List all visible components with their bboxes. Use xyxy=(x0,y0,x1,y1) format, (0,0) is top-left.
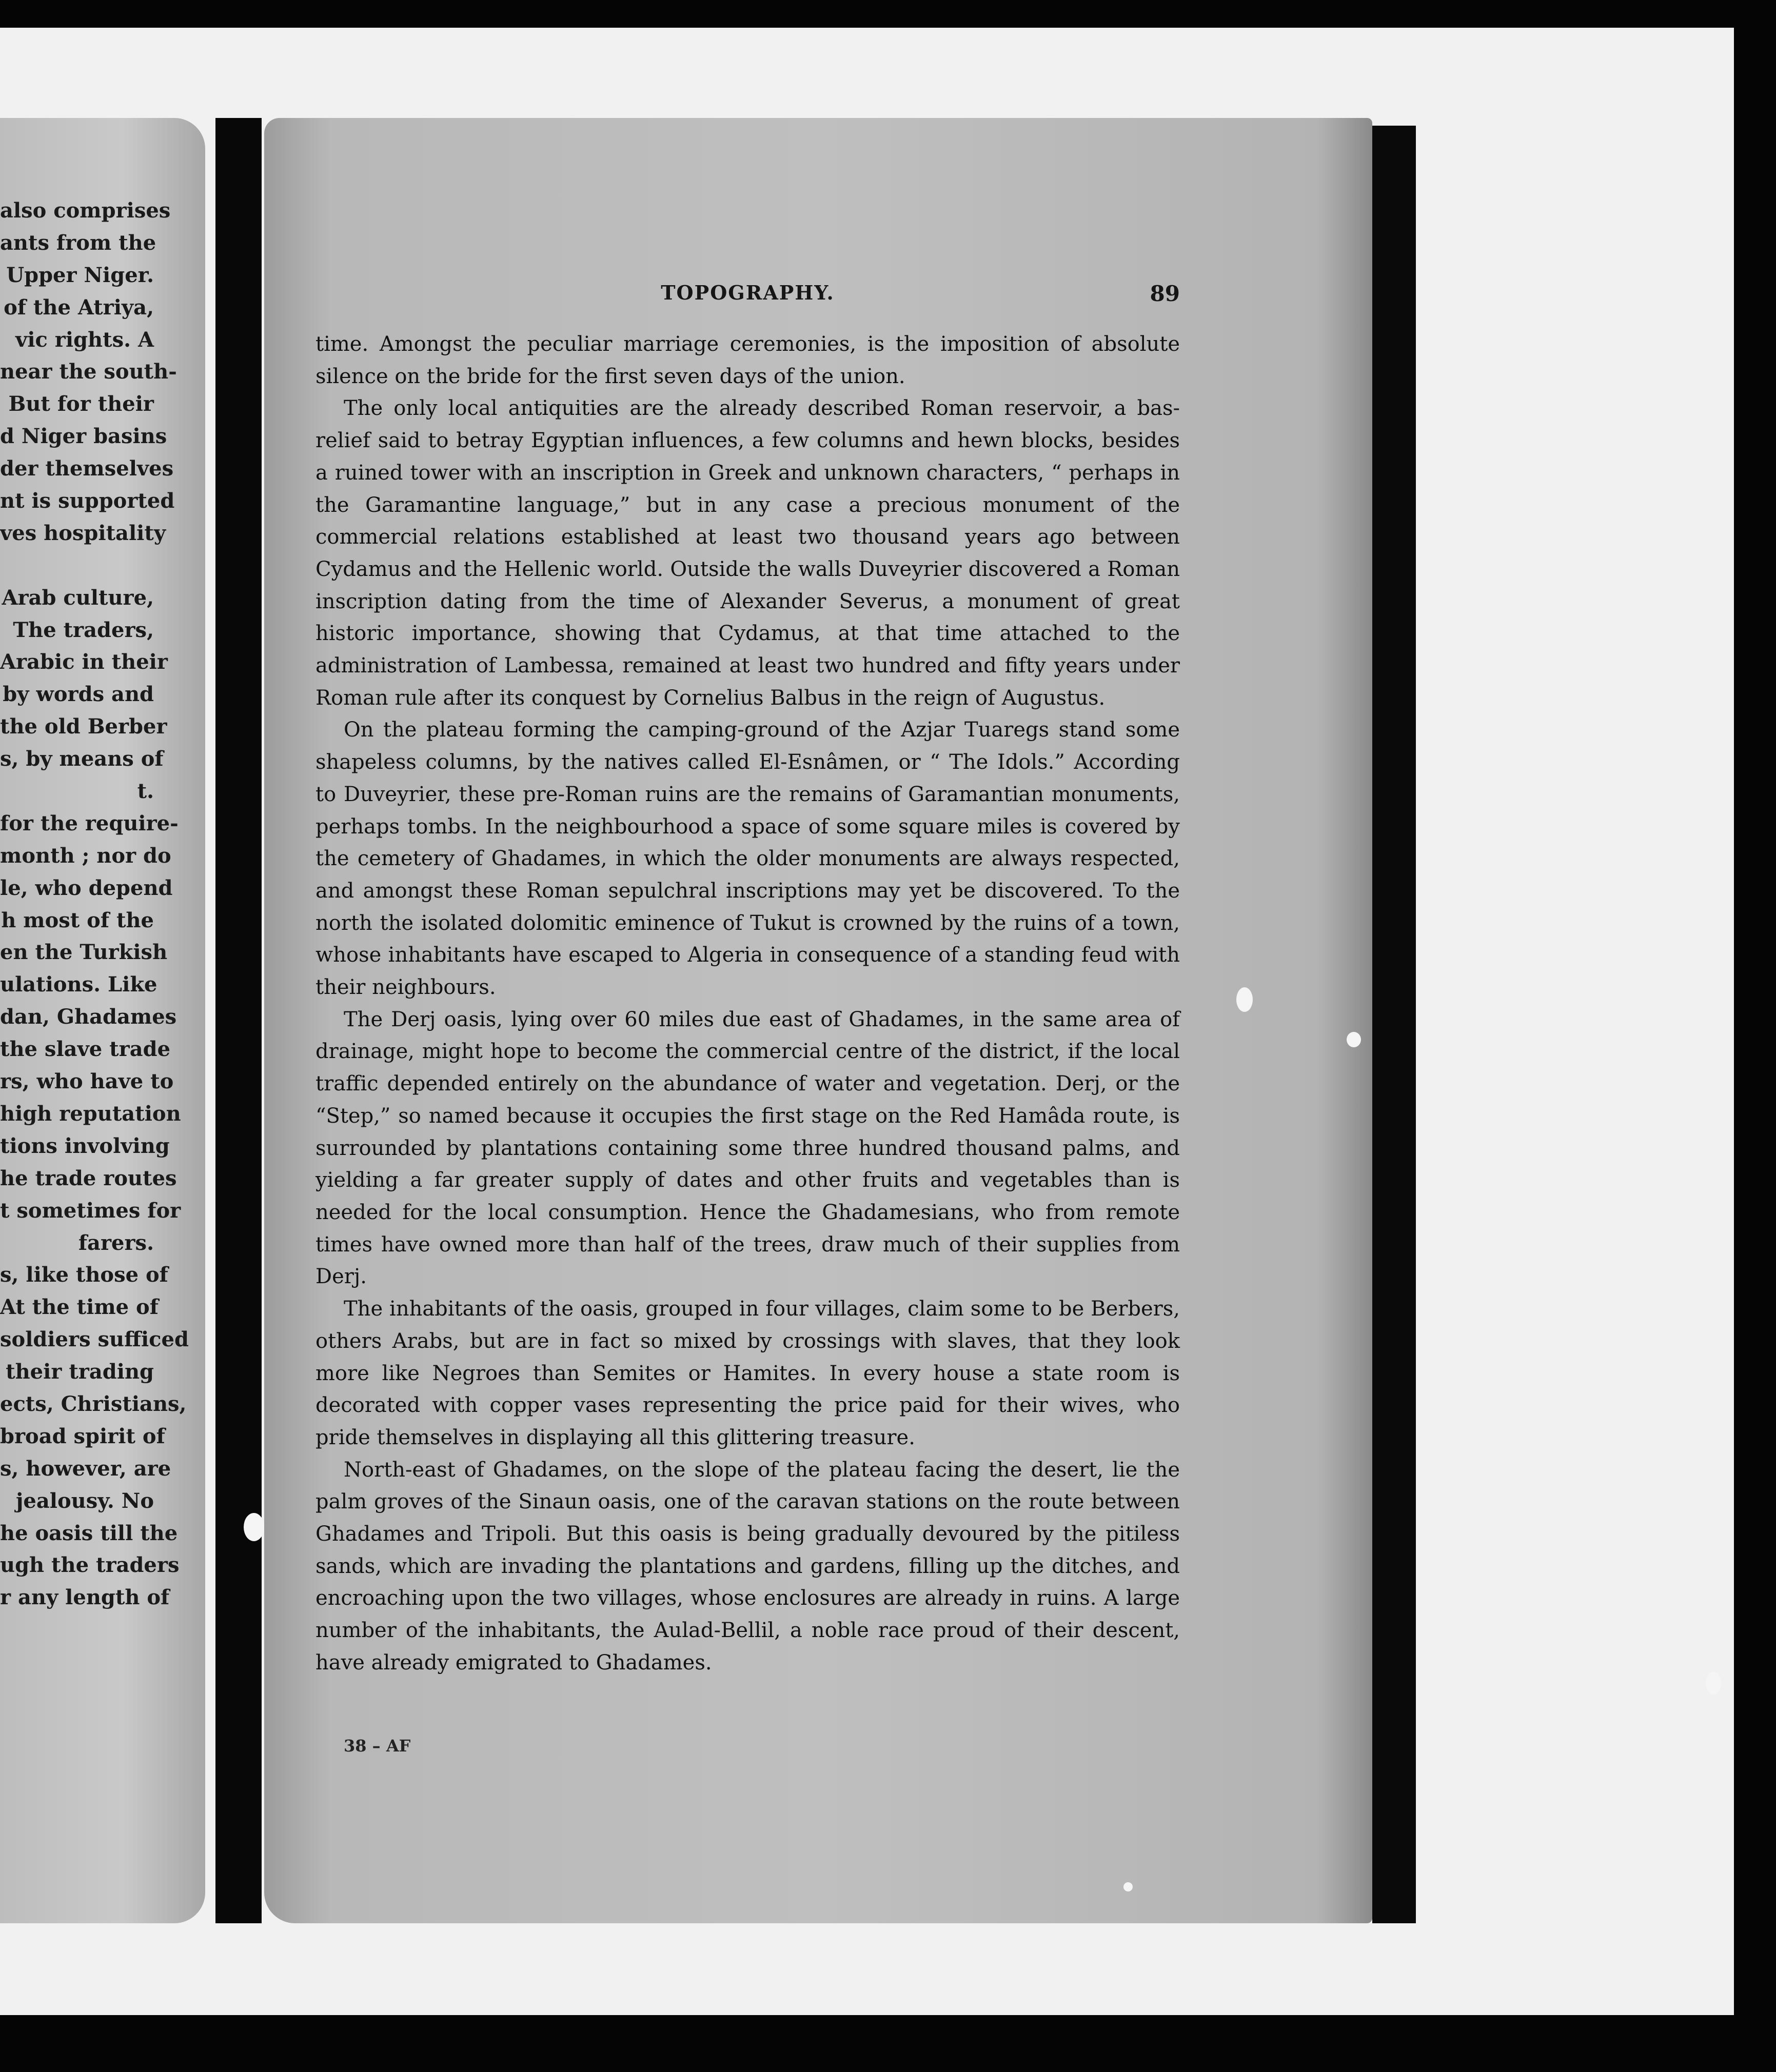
paragraph: The inhabitants of the oasis, grouped in four villages, claim some to be Berbers, others Arabs, but are in fact so mixed by crossings with slaves, that they look more like Negroes than Semites or Hamites. In every house a state room is decorated with copper vases representing the price paid for their wives, who pride themselves in displaying all this glittering treasure. xyxy=(315,1297,1180,1449)
left-line: soldiers sufficed xyxy=(0,1327,189,1352)
paragraph: On the plateau forming the camping-ground of the Azjar Tuaregs stand some shapeless columns, by the natives called El-Esnâmen, or “ The Idols.” According to Duveyrier, these pre-Roman ruins are the remains of Garamantian monuments, perhaps tombs. In the neighbourhood a space of some square miles is covered by the cemetery of Ghadames, in which the older monuments are always respected, and amongst these Roman sepulchral inscriptions may yet be discovered. To the north the isolated dolomitic eminence of Tukut is crowned by the ruins of a town, whose inhabitants have escaped to Algeria in consequence of a standing feud with their neighbours. xyxy=(315,718,1180,1000)
dust-speck xyxy=(1123,1882,1133,1891)
left-line: t sometimes for xyxy=(0,1198,181,1223)
left-line: rs, who have to xyxy=(0,1069,174,1094)
left-line: he oasis till the xyxy=(0,1521,178,1545)
left-line: also comprises xyxy=(0,198,171,223)
left-line: s, however, are xyxy=(0,1456,171,1481)
left-line: s, like those of xyxy=(0,1263,168,1287)
left-line: At the time of xyxy=(0,1295,159,1320)
left-line: s, by means of xyxy=(0,747,164,771)
left-line: der themselves xyxy=(0,456,174,481)
left-page-text xyxy=(0,195,189,1614)
left-line: by words and xyxy=(3,682,154,707)
left-line: dan, Ghadames xyxy=(0,1005,177,1029)
left-line: the slave trade xyxy=(0,1037,171,1062)
page-header xyxy=(315,281,1180,317)
left-line: le, who depend xyxy=(0,875,173,900)
left-line: vic rights. A xyxy=(15,327,154,352)
left-line: for the require- xyxy=(0,811,179,835)
left-line: high reputation xyxy=(0,1101,181,1126)
paragraph: North-east of Ghadames, on the slope of the plateau facing the desert, lie the palm groves of the Sinaun oasis, one of the caravan stations on the route between Ghadames and Tripoli. But this oasis is being gradually devoured by the pitiless sands, which are invading the plantations and gardens, filling up the ditches, and encroaching upon the two villages, whose enclosures are already in ruins. A large number of the inhabitants, the Aulad-Bellil, a noble race proud of their descent, have already emigrated to Ghadames. xyxy=(315,1458,1180,1675)
paragraph: time. Amongst the peculiar marriage ceremonies, is the imposition of absolute silence on the bride for the first seven days of the union. xyxy=(315,332,1180,388)
left-line: ants from the xyxy=(0,230,156,255)
dust-speck xyxy=(1347,1032,1361,1047)
left-line: r any length of xyxy=(0,1585,170,1610)
left-line: the old Berber xyxy=(0,714,167,739)
left-line: month ; nor do xyxy=(0,843,171,868)
left-line: ects, Christians, xyxy=(0,1391,187,1416)
paragraph: The only local antiquities are the already described Roman reservoir, a bas-relief said to betray Egyptian influences, a few columns and hewn blocks, besides a ruined tower with an inscription in Greek and unknown characters, “ perhaps in the Garamantine language,” but in any case a precious monument of the commercial relations established at least two thousand years ago between Cydamus and the Hellenic world. Outside the walls Duveyrier discovered a Roman inscription dating from the time of Alexander Severus, a monument of great historic importance, showing that Cydamus, at that time attached to the administration of Lambessa, remained at least two hundred and fifty years under Roman rule after its conquest by Cornelius Balbus in the reign of Augustus. xyxy=(315,396,1180,710)
left-line: farers. xyxy=(78,1230,154,1255)
left-line: en the Turkish xyxy=(0,940,168,965)
paragraph: The Derj oasis, lying over 60 miles due east of Ghadames, in the same area of drainage, might hope to become the commercial centre of the district, if the local traffic depended entirely on the abundance of water and vegetation. Derj, or the “Step,” so named because it occupies the first stage on the Red Hamâda route, is surrounded by plantations containing some three hundred thousand palms, and yielding a far greater supply of dates and other fruits and vegetables than is needed for the local consumption. Hence the Ghadamesians, who from remote times have owned more than half of the trees, draw much of their supplies from Derj. xyxy=(315,1007,1180,1289)
left-line: The traders, xyxy=(13,617,154,642)
left-line: But for their xyxy=(8,392,154,416)
left-line: of the Atriya, xyxy=(4,295,154,320)
page-number: 89 xyxy=(1150,281,1180,306)
book-spine xyxy=(215,118,262,1923)
left-line: Upper Niger. xyxy=(6,263,154,287)
left-line: d Niger basins xyxy=(0,424,167,449)
film-border-right xyxy=(1734,0,1776,2072)
left-line: jealousy. No xyxy=(15,1488,154,1513)
left-line: Arab culture, xyxy=(2,585,154,610)
film-border-bottom xyxy=(0,2015,1776,2072)
book-cover-edge xyxy=(1372,126,1416,1923)
running-head: TOPOGRAPHY. xyxy=(661,281,835,304)
left-line: ulations. Like xyxy=(0,972,157,997)
left-line: their trading xyxy=(6,1360,154,1384)
signature-mark: 38 – AF xyxy=(344,1736,411,1756)
page-body xyxy=(315,328,1180,1679)
left-line: near the south- xyxy=(0,360,177,384)
dust-speck xyxy=(244,1513,264,1541)
left-line: he trade routes xyxy=(0,1166,177,1190)
film-border-top xyxy=(0,0,1776,28)
left-line: ugh the traders xyxy=(0,1553,180,1578)
left-line: tions involving xyxy=(0,1133,170,1158)
dust-speck xyxy=(1236,987,1253,1012)
left-line: h most of the xyxy=(1,908,154,932)
left-line: broad spirit of xyxy=(0,1424,165,1448)
left-line: nt is supported xyxy=(0,489,175,513)
left-line: ves hospitality xyxy=(0,521,166,545)
left-line xyxy=(0,550,154,582)
dust-speck xyxy=(1706,1672,1721,1695)
left-line: t. xyxy=(137,779,154,804)
left-line: Arabic in their xyxy=(0,650,168,674)
